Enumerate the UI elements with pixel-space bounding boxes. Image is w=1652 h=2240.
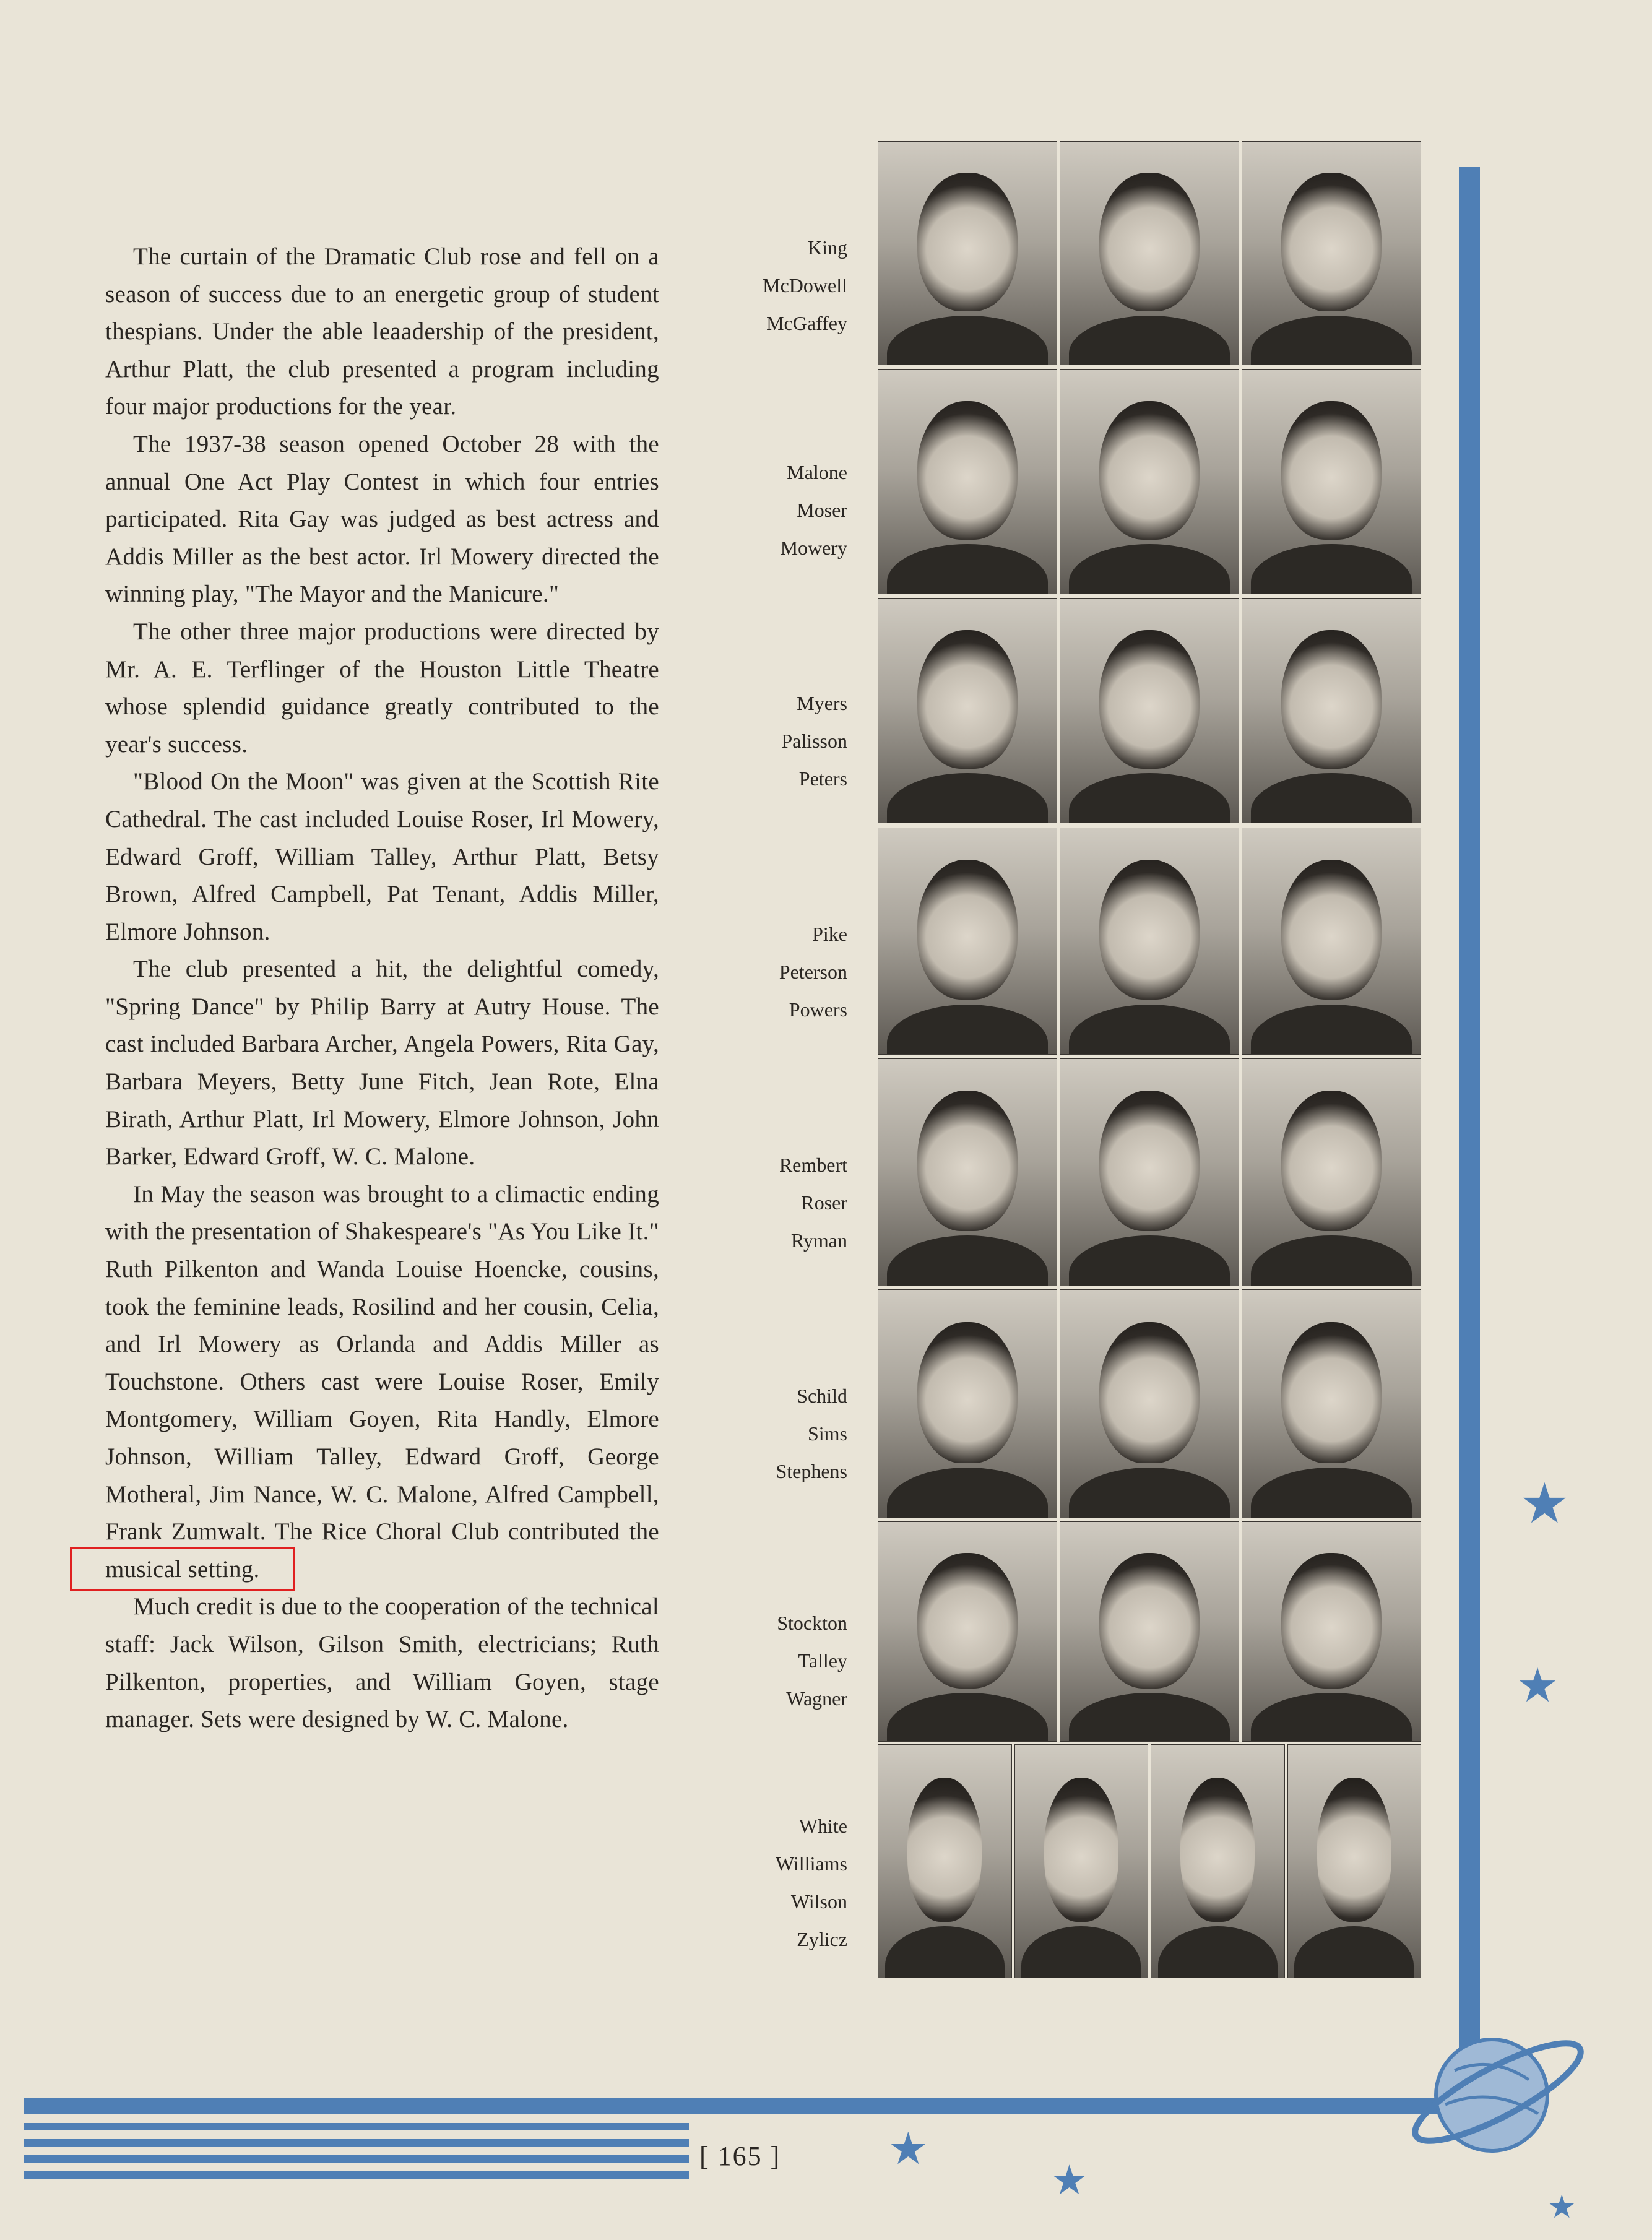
member-name: Schild xyxy=(797,1385,847,1407)
photo-row-1 xyxy=(878,141,1421,365)
portrait-photo xyxy=(1060,598,1239,823)
portrait-photo xyxy=(1242,141,1421,365)
member-name: Malone xyxy=(787,461,847,483)
member-name: White xyxy=(798,1815,847,1837)
portrait-photo xyxy=(1242,598,1421,823)
portrait-photo xyxy=(878,1521,1057,1742)
member-name: Sims xyxy=(807,1422,847,1445)
article-paragraph: The curtain of the Dramatic Club rose and fell on a season of success due to an energetic group of student thespians. Under the able leaadership of the president, Arthur Platt, the club presented a program including four major productions for the year. xyxy=(105,243,659,420)
member-name: Wagner xyxy=(786,1687,847,1710)
bottom-stripe xyxy=(24,2155,689,2163)
name-group-5 xyxy=(662,1146,847,1260)
portrait-photo xyxy=(1242,1521,1421,1742)
portrait-photo xyxy=(1060,1521,1239,1742)
article-paragraph: The club presented a hit, the delightful comedy, "Spring Dance" by Philip Barry at Autry House. The cast included Barbara Archer, Angela Powers, Rita Gay, Barbara Meyers, Betty June Fitch, Jean Rote, Elna Birath, Arthur Platt, Irl Mowery, Elmore Johnson, John Barker, Edward Groff, W. C. Malone. xyxy=(105,956,659,1170)
name-group-6 xyxy=(662,1377,847,1490)
member-name: Stockton xyxy=(777,1612,847,1634)
portrait-photo xyxy=(1242,369,1421,594)
name-group-1 xyxy=(662,229,847,342)
name-group-3 xyxy=(662,685,847,798)
photo-row-7 xyxy=(878,1521,1421,1742)
member-name: Peterson xyxy=(779,961,847,983)
name-group-7 xyxy=(662,1604,847,1718)
dramatic-club-article xyxy=(105,238,659,1739)
star-icon: ★ xyxy=(1520,1471,1570,1536)
portrait-photo xyxy=(1060,828,1239,1055)
planet-icon xyxy=(1405,2012,1591,2173)
photo-row-6 xyxy=(878,1289,1421,1518)
bottom-stripe xyxy=(24,2123,689,2130)
photo-row-3 xyxy=(878,598,1421,823)
article-paragraph: Much credit is due to the cooperation of the technical staff: Jack Wilson, Gilson Smith, electricians; Ruth Pilkenton, properties, and William Goyen, stage manager. Sets were designed by W. C. Malone. xyxy=(105,1593,659,1733)
portrait-photo xyxy=(1060,141,1239,365)
member-name: Pike xyxy=(812,923,847,945)
portrait-photo xyxy=(878,141,1057,365)
photo-row-8 xyxy=(878,1744,1421,1978)
member-name: Peters xyxy=(798,768,847,790)
portrait-photo xyxy=(878,828,1057,1055)
member-name: Rembert xyxy=(779,1154,847,1176)
member-name: Myers xyxy=(797,692,847,714)
member-name: McDowell xyxy=(763,274,847,296)
member-name: Ryman xyxy=(790,1229,847,1252)
portrait-photo xyxy=(1151,1744,1285,1978)
portrait-photo xyxy=(878,1744,1012,1978)
member-name: Stephens xyxy=(776,1460,847,1482)
star-icon: ★ xyxy=(888,2122,928,2174)
name-group-4 xyxy=(662,915,847,1029)
article-paragraph: "Blood On the Moon" was given at the Scottish Rite Cathedral. The cast included Louise Roser, Irl Mowery, Edward Groff, William Talley, Arthur Platt, Betsy Brown, Alfred Campbell, Pat Tenant, Addis Miller, Elmore Johnson. xyxy=(105,768,659,945)
right-border-bar xyxy=(1459,167,1480,2055)
member-name: Roser xyxy=(801,1191,847,1214)
bottom-border-bar-top xyxy=(24,2098,1441,2114)
article-paragraph: In May the season was brought to a climactic ending with the presentation of Shakespeare's "As You Like It." Ruth Pilkenton and Wanda Louise Hoencke, cousins, took the feminine leads, Rosilind and her cousin, Celia, and Irl Mowery as Orlanda and Addis Miller as Touchstone. Others cast were Louise Roser, Emily Montgomery, William Goyen, Rita Handly, Elmore Johnson, William Talley, Edward Groff, George Motheral, Jim Nance, W. C. Malone, Alfred Campbell, Frank Zumwalt. The Rice Choral Club contributed the musical setting. xyxy=(105,1180,659,1583)
bottom-stripe xyxy=(24,2171,689,2179)
portrait-photo xyxy=(1014,1744,1149,1978)
portrait-photo xyxy=(878,1289,1057,1518)
name-group-2 xyxy=(662,454,847,567)
star-icon: ★ xyxy=(1516,1658,1559,1713)
article-paragraph: The other three major productions were directed by Mr. A. E. Terflinger of the Houston Little Theatre whose splendid guidance greatly contributed to the year's success. xyxy=(105,618,659,758)
portrait-photo xyxy=(1060,369,1239,594)
member-name: Mowery xyxy=(780,537,847,559)
bottom-stripe xyxy=(24,2139,689,2147)
portrait-photo xyxy=(1287,1744,1422,1978)
page-number: [ 165 ] xyxy=(699,2141,781,2171)
photo-row-4 xyxy=(878,828,1421,1055)
portrait-photo xyxy=(1060,1058,1239,1286)
portrait-photo xyxy=(878,598,1057,823)
member-name: King xyxy=(808,236,847,259)
portrait-photo xyxy=(1242,828,1421,1055)
portrait-photo xyxy=(1242,1058,1421,1286)
member-name: Zylicz xyxy=(797,1928,847,1950)
star-icon: ★ xyxy=(1547,2189,1576,2226)
portrait-photo xyxy=(1060,1289,1239,1518)
portrait-photo xyxy=(878,1058,1057,1286)
member-name: Moser xyxy=(797,499,847,521)
member-name: McGaffey xyxy=(766,312,847,334)
highlight-box-william-goyen xyxy=(70,1547,295,1591)
article-paragraph: The 1937-38 season opened October 28 with the annual One Act Play Contest in which four entries participated. Rita Gay was judged as best actress and Addis Miller as the best actor. Irl Mowery directed the winning play, "The Mayor and the Manicure." xyxy=(105,430,659,608)
portrait-photo xyxy=(878,369,1057,594)
photo-row-5 xyxy=(878,1058,1421,1286)
name-group-8 xyxy=(662,1807,847,1958)
member-name: Wilson xyxy=(790,1890,847,1913)
member-name: Powers xyxy=(789,998,847,1021)
star-icon: ★ xyxy=(1051,2156,1088,2204)
portrait-photo xyxy=(1242,1289,1421,1518)
member-name: Talley xyxy=(798,1650,847,1672)
photo-row-2 xyxy=(878,369,1421,594)
member-name: Palisson xyxy=(781,730,847,752)
member-name: Williams xyxy=(775,1853,847,1875)
